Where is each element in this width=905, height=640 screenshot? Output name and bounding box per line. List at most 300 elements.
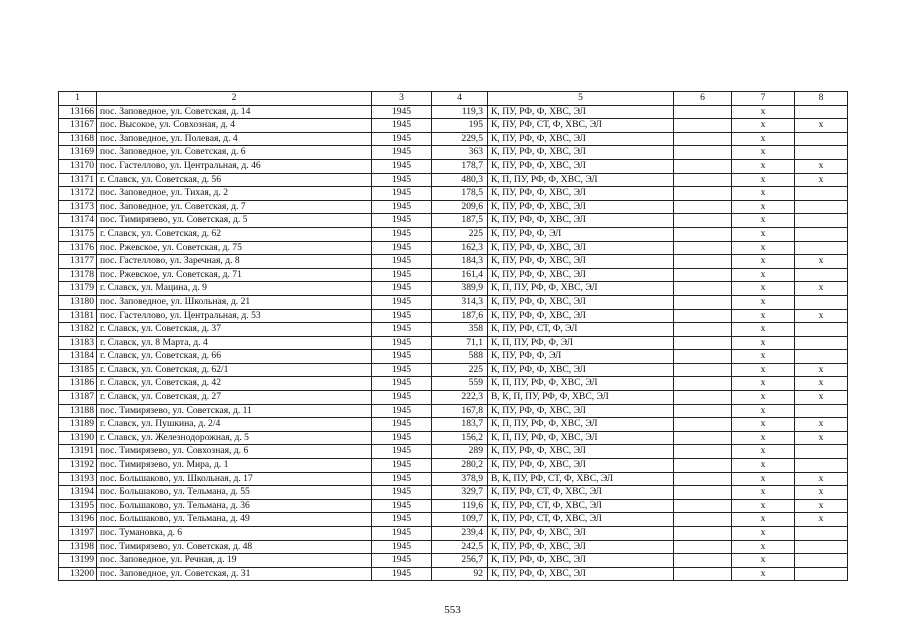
year-cell: 1945: [372, 459, 432, 473]
table-row: [59, 336, 848, 350]
address-cell: пос. Большаково, ул. Школьная, д. 17: [97, 472, 372, 486]
row-number-cell: 13174: [59, 214, 97, 228]
year-cell: 1945: [372, 323, 432, 337]
improvements-cell: К, ПУ, РФ, Ф, ХВС, ЭЛ: [488, 159, 674, 173]
year-cell: 1945: [372, 132, 432, 146]
col-8-mark-cell: х: [795, 282, 848, 296]
col-7-mark-cell: х: [732, 567, 795, 581]
improvements-cell: К, ПУ, РФ, СТ, Ф, ХВС, ЭЛ: [488, 119, 674, 133]
row-number-cell: 13175: [59, 227, 97, 241]
row-number-cell: 13185: [59, 363, 97, 377]
address-cell: пос. Тимирязево, ул. Советская, д. 48: [97, 540, 372, 554]
area-cell: 225: [432, 363, 488, 377]
year-cell: 1945: [372, 255, 432, 269]
col-8-mark-cell: [795, 459, 848, 473]
table-row: [59, 268, 848, 282]
col-6-cell: [674, 363, 732, 377]
area-cell: 195: [432, 119, 488, 133]
row-number-cell: 13195: [59, 499, 97, 513]
row-number-cell: 13166: [59, 105, 97, 119]
table-row: [59, 540, 848, 554]
improvements-cell: К, ПУ, РФ, Ф, ХВС, ЭЛ: [488, 105, 674, 119]
col-8-mark-cell: х: [795, 363, 848, 377]
table-row: [59, 527, 848, 541]
address-cell: г. Славск, ул. Железнодорожная, д. 5: [97, 431, 372, 445]
registry-table-sheet: [58, 91, 847, 581]
table-row: [59, 119, 848, 133]
improvements-cell: К, ПУ, РФ, Ф, ЭЛ: [488, 350, 674, 364]
col-8-mark-cell: [795, 404, 848, 418]
improvements-cell: К, ПУ, РФ, Ф, ХВС, ЭЛ: [488, 459, 674, 473]
year-cell: 1945: [372, 268, 432, 282]
area-cell: 358: [432, 323, 488, 337]
year-cell: 1945: [372, 513, 432, 527]
row-number-cell: 13187: [59, 391, 97, 405]
address-cell: г. Славск, ул. Советская, д. 27: [97, 391, 372, 405]
improvements-cell: К, ПУ, РФ, Ф, ХВС, ЭЛ: [488, 214, 674, 228]
address-cell: пос. Гастеллово, ул. Центральная, д. 46: [97, 159, 372, 173]
area-cell: 161,4: [432, 268, 488, 282]
improvements-cell: К, П, ПУ, РФ, Ф, ЭЛ: [488, 336, 674, 350]
row-number-cell: 13170: [59, 159, 97, 173]
col-7-mark-cell: х: [732, 499, 795, 513]
col-6-cell: [674, 282, 732, 296]
improvements-cell: К, ПУ, РФ, Ф, ХВС, ЭЛ: [488, 554, 674, 568]
table-header-row: [59, 92, 848, 106]
table-row: [59, 295, 848, 309]
area-cell: 187,6: [432, 309, 488, 323]
year-cell: 1945: [372, 336, 432, 350]
year-cell: 1945: [372, 241, 432, 255]
row-number-cell: 13172: [59, 187, 97, 201]
col-7-mark-cell: х: [732, 418, 795, 432]
year-cell: 1945: [372, 159, 432, 173]
col-6-cell: [674, 377, 732, 391]
table-row: [59, 418, 848, 432]
row-number-cell: 13200: [59, 567, 97, 581]
col-6-cell: [674, 241, 732, 255]
year-cell: 1945: [372, 567, 432, 581]
table-row: [59, 445, 848, 459]
area-cell: 229,5: [432, 132, 488, 146]
col-8-mark-cell: [795, 241, 848, 255]
year-cell: 1945: [372, 486, 432, 500]
table-row: [59, 187, 848, 201]
area-cell: 559: [432, 377, 488, 391]
improvements-cell: К, ПУ, РФ, СТ, Ф, ХВС, ЭЛ: [488, 499, 674, 513]
area-cell: 225: [432, 227, 488, 241]
row-number-cell: 13198: [59, 540, 97, 554]
col-7-mark-cell: х: [732, 513, 795, 527]
col-6-cell: [674, 513, 732, 527]
col-7-mark-cell: х: [732, 540, 795, 554]
improvements-cell: К, ПУ, РФ, Ф, ХВС, ЭЛ: [488, 540, 674, 554]
address-cell: пос. Заповедное, ул. Речная, д. 19: [97, 554, 372, 568]
area-cell: 167,8: [432, 404, 488, 418]
address-cell: пос. Тимирязево, ул. Советская, д. 5: [97, 214, 372, 228]
col-6-cell: [674, 336, 732, 350]
year-cell: 1945: [372, 445, 432, 459]
col-8-mark-cell: х: [795, 255, 848, 269]
address-cell: пос. Ржевское, ул. Советская, д. 75: [97, 241, 372, 255]
area-cell: 289: [432, 445, 488, 459]
col-6-cell: [674, 527, 732, 541]
improvements-cell: К, ПУ, РФ, Ф, ХВС, ЭЛ: [488, 187, 674, 201]
col-8-mark-cell: х: [795, 431, 848, 445]
col-7-mark-cell: х: [732, 268, 795, 282]
area-cell: 222,3: [432, 391, 488, 405]
address-cell: пос. Тимирязево, ул. Совхозная, д. 6: [97, 445, 372, 459]
col-8-mark-cell: [795, 214, 848, 228]
address-cell: г. Славск, ул. Советская, д. 56: [97, 173, 372, 187]
area-cell: 178,5: [432, 187, 488, 201]
year-cell: 1945: [372, 295, 432, 309]
year-cell: 1945: [372, 105, 432, 119]
col-7-mark-cell: х: [732, 159, 795, 173]
area-cell: 109,7: [432, 513, 488, 527]
col-6-cell: [674, 187, 732, 201]
row-number-cell: 13169: [59, 146, 97, 160]
area-cell: 156,2: [432, 431, 488, 445]
col-6-cell: [674, 431, 732, 445]
col-7-mark-cell: х: [732, 241, 795, 255]
table-body: [59, 105, 848, 581]
col-6-cell: [674, 567, 732, 581]
column-header-8: 8: [795, 92, 848, 106]
address-cell: г. Славск, ул. Советская, д. 62/1: [97, 363, 372, 377]
area-cell: 363: [432, 146, 488, 160]
address-cell: г. Славск, ул. Советская, д. 42: [97, 377, 372, 391]
col-8-mark-cell: [795, 445, 848, 459]
col-8-mark-cell: [795, 350, 848, 364]
page-number: 553: [444, 604, 461, 616]
year-cell: 1945: [372, 282, 432, 296]
col-6-cell: [674, 146, 732, 160]
row-number-cell: 13190: [59, 431, 97, 445]
col-8-mark-cell: [795, 336, 848, 350]
col-6-cell: [674, 445, 732, 459]
col-7-mark-cell: х: [732, 309, 795, 323]
col-6-cell: [674, 459, 732, 473]
improvements-cell: К, ПУ, РФ, Ф, ХВС, ЭЛ: [488, 146, 674, 160]
col-7-mark-cell: х: [732, 445, 795, 459]
row-number-cell: 13199: [59, 554, 97, 568]
col-6-cell: [674, 499, 732, 513]
year-cell: 1945: [372, 350, 432, 364]
year-cell: 1945: [372, 214, 432, 228]
year-cell: 1945: [372, 540, 432, 554]
year-cell: 1945: [372, 227, 432, 241]
table-row: [59, 431, 848, 445]
address-cell: г. Славск, ул. Советская, д. 37: [97, 323, 372, 337]
col-7-mark-cell: х: [732, 295, 795, 309]
col-8-mark-cell: х: [795, 173, 848, 187]
address-cell: пос. Заповедное, ул. Тихая, д. 2: [97, 187, 372, 201]
col-7-mark-cell: х: [732, 255, 795, 269]
year-cell: 1945: [372, 431, 432, 445]
col-7-mark-cell: х: [732, 431, 795, 445]
year-cell: 1945: [372, 146, 432, 160]
improvements-cell: К, П, ПУ, РФ, Ф, ХВС, ЭЛ: [488, 418, 674, 432]
col-6-cell: [674, 472, 732, 486]
col-6-cell: [674, 119, 732, 133]
address-cell: пос. Заповедное, ул. Полевая, д. 4: [97, 132, 372, 146]
col-8-mark-cell: [795, 567, 848, 581]
row-number-cell: 13194: [59, 486, 97, 500]
improvements-cell: К, ПУ, РФ, СТ, Ф, ЭЛ: [488, 323, 674, 337]
improvements-cell: К, П, ПУ, РФ, Ф, ХВС, ЭЛ: [488, 431, 674, 445]
row-number-cell: 13180: [59, 295, 97, 309]
row-number-cell: 13183: [59, 336, 97, 350]
row-number-cell: 13177: [59, 255, 97, 269]
year-cell: 1945: [372, 377, 432, 391]
col-8-mark-cell: х: [795, 418, 848, 432]
table-row: [59, 323, 848, 337]
year-cell: 1945: [372, 418, 432, 432]
row-number-cell: 13184: [59, 350, 97, 364]
table-row: [59, 499, 848, 513]
col-6-cell: [674, 391, 732, 405]
col-6-cell: [674, 173, 732, 187]
address-cell: пос. Тимирязево, ул. Мира, д. 1: [97, 459, 372, 473]
address-cell: пос. Большаково, ул. Тельмана, д. 49: [97, 513, 372, 527]
col-8-mark-cell: х: [795, 159, 848, 173]
area-cell: 280,2: [432, 459, 488, 473]
column-header-3: 3: [372, 92, 432, 106]
table-row: [59, 214, 848, 228]
row-number-cell: 13193: [59, 472, 97, 486]
address-cell: пос. Заповедное, ул. Советская, д. 7: [97, 200, 372, 214]
col-6-cell: [674, 323, 732, 337]
address-cell: пос. Большаково, ул. Тельмана, д. 36: [97, 499, 372, 513]
table-row: [59, 377, 848, 391]
column-header-1: 1: [59, 92, 97, 106]
area-cell: 92: [432, 567, 488, 581]
year-cell: 1945: [372, 404, 432, 418]
col-7-mark-cell: х: [732, 105, 795, 119]
col-8-mark-cell: х: [795, 119, 848, 133]
col-8-mark-cell: х: [795, 513, 848, 527]
year-cell: 1945: [372, 499, 432, 513]
improvements-cell: К, П, ПУ, РФ, Ф, ХВС, ЭЛ: [488, 173, 674, 187]
row-number-cell: 13192: [59, 459, 97, 473]
row-number-cell: 13178: [59, 268, 97, 282]
row-number-cell: 13168: [59, 132, 97, 146]
area-cell: 256,7: [432, 554, 488, 568]
area-cell: 389,9: [432, 282, 488, 296]
address-cell: пос. Заповедное, ул. Советская, д. 31: [97, 567, 372, 581]
area-cell: 119,6: [432, 499, 488, 513]
col-6-cell: [674, 268, 732, 282]
row-number-cell: 13188: [59, 404, 97, 418]
year-cell: 1945: [372, 472, 432, 486]
col-6-cell: [674, 295, 732, 309]
year-cell: 1945: [372, 187, 432, 201]
address-cell: пос. Заповедное, ул. Советская, д. 6: [97, 146, 372, 160]
col-7-mark-cell: х: [732, 486, 795, 500]
area-cell: 178,7: [432, 159, 488, 173]
address-cell: пос. Тумановка, д. 6: [97, 527, 372, 541]
col-8-mark-cell: [795, 323, 848, 337]
address-cell: г. Славск, ул. Пушкина, д. 2/4: [97, 418, 372, 432]
address-cell: г. Славск, ул. Мацина, д. 9: [97, 282, 372, 296]
row-number-cell: 13189: [59, 418, 97, 432]
col-6-cell: [674, 214, 732, 228]
table-row: [59, 404, 848, 418]
col-8-mark-cell: х: [795, 377, 848, 391]
col-8-mark-cell: х: [795, 486, 848, 500]
row-number-cell: 13197: [59, 527, 97, 541]
improvements-cell: К, ПУ, РФ, Ф, ХВС, ЭЛ: [488, 404, 674, 418]
year-cell: 1945: [372, 527, 432, 541]
table-row: [59, 200, 848, 214]
improvements-cell: К, ПУ, РФ, Ф, ХВС, ЭЛ: [488, 268, 674, 282]
improvements-cell: К, ПУ, РФ, Ф, ХВС, ЭЛ: [488, 200, 674, 214]
col-7-mark-cell: х: [732, 282, 795, 296]
col-8-mark-cell: [795, 187, 848, 201]
table-row: [59, 309, 848, 323]
col-7-mark-cell: х: [732, 350, 795, 364]
col-6-cell: [674, 159, 732, 173]
col-7-mark-cell: х: [732, 323, 795, 337]
col-6-cell: [674, 486, 732, 500]
improvements-cell: К, ПУ, РФ, Ф, ХВС, ЭЛ: [488, 527, 674, 541]
col-7-mark-cell: х: [732, 391, 795, 405]
col-7-mark-cell: х: [732, 187, 795, 201]
col-7-mark-cell: х: [732, 404, 795, 418]
col-7-mark-cell: х: [732, 132, 795, 146]
column-header-7: 7: [732, 92, 795, 106]
col-6-cell: [674, 255, 732, 269]
col-8-mark-cell: х: [795, 309, 848, 323]
column-header-2: 2: [97, 92, 372, 106]
improvements-cell: К, П, ПУ, РФ, Ф, ХВС, ЭЛ: [488, 377, 674, 391]
table-row: [59, 255, 848, 269]
row-number-cell: 13173: [59, 200, 97, 214]
col-8-mark-cell: [795, 295, 848, 309]
column-header-5: 5: [488, 92, 674, 106]
address-cell: г. Славск, ул. Советская, д. 66: [97, 350, 372, 364]
table-row: [59, 554, 848, 568]
column-header-6: 6: [674, 92, 732, 106]
area-cell: 239,4: [432, 527, 488, 541]
col-8-mark-cell: [795, 146, 848, 160]
col-8-mark-cell: х: [795, 391, 848, 405]
col-7-mark-cell: х: [732, 377, 795, 391]
improvements-cell: К, П, ПУ, РФ, Ф, ХВС, ЭЛ: [488, 282, 674, 296]
address-cell: пос. Большаково, ул. Тельмана, д. 55: [97, 486, 372, 500]
area-cell: 162,3: [432, 241, 488, 255]
improvements-cell: К, ПУ, РФ, Ф, ХВС, ЭЛ: [488, 445, 674, 459]
col-8-mark-cell: [795, 554, 848, 568]
address-cell: пос. Ржевское, ул. Советская, д. 71: [97, 268, 372, 282]
row-number-cell: 13171: [59, 173, 97, 187]
col-8-mark-cell: х: [795, 472, 848, 486]
table-row: [59, 486, 848, 500]
table-row: [59, 159, 848, 173]
col-8-mark-cell: х: [795, 499, 848, 513]
col-7-mark-cell: х: [732, 214, 795, 228]
table-row: [59, 459, 848, 473]
table-row: [59, 350, 848, 364]
area-cell: 588: [432, 350, 488, 364]
improvements-cell: К, ПУ, РФ, Ф, ХВС, ЭЛ: [488, 241, 674, 255]
address-cell: г. Славск, ул. Советская, д. 62: [97, 227, 372, 241]
improvements-cell: К, ПУ, РФ, Ф, ХВС, ЭЛ: [488, 567, 674, 581]
row-number-cell: 13179: [59, 282, 97, 296]
improvements-cell: В, К, П, ПУ, РФ, Ф, ХВС, ЭЛ: [488, 391, 674, 405]
col-6-cell: [674, 418, 732, 432]
improvements-cell: К, ПУ, РФ, Ф, ХВС, ЭЛ: [488, 309, 674, 323]
table-row: [59, 567, 848, 581]
address-cell: пос. Высокое, ул. Совхозная, д. 4: [97, 119, 372, 133]
col-7-mark-cell: х: [732, 200, 795, 214]
year-cell: 1945: [372, 554, 432, 568]
address-cell: пос. Тимирязево, ул. Советская, д. 11: [97, 404, 372, 418]
registry-table: [58, 91, 848, 581]
col-7-mark-cell: х: [732, 173, 795, 187]
col-8-mark-cell: [795, 105, 848, 119]
table-row: [59, 282, 848, 296]
col-6-cell: [674, 200, 732, 214]
col-6-cell: [674, 404, 732, 418]
improvements-cell: К, ПУ, РФ, Ф, ХВС, ЭЛ: [488, 255, 674, 269]
address-cell: пос. Заповедное, ул. Советская, д. 14: [97, 105, 372, 119]
address-cell: г. Славск, ул. 8 Марта, д. 4: [97, 336, 372, 350]
col-8-mark-cell: [795, 227, 848, 241]
area-cell: 314,3: [432, 295, 488, 309]
row-number-cell: 13191: [59, 445, 97, 459]
address-cell: пос. Гастеллово, ул. Центральная, д. 53: [97, 309, 372, 323]
table-row: [59, 472, 848, 486]
col-6-cell: [674, 540, 732, 554]
col-6-cell: [674, 309, 732, 323]
col-7-mark-cell: х: [732, 119, 795, 133]
col-8-mark-cell: [795, 527, 848, 541]
address-cell: пос. Гастеллово, ул. Заречная, д. 8: [97, 255, 372, 269]
year-cell: 1945: [372, 200, 432, 214]
area-cell: 184,3: [432, 255, 488, 269]
col-7-mark-cell: х: [732, 227, 795, 241]
table-row: [59, 146, 848, 160]
col-7-mark-cell: х: [732, 336, 795, 350]
col-6-cell: [674, 105, 732, 119]
col-8-mark-cell: [795, 268, 848, 282]
improvements-cell: К, ПУ, РФ, СТ, Ф, ХВС, ЭЛ: [488, 486, 674, 500]
col-8-mark-cell: [795, 540, 848, 554]
area-cell: 378,9: [432, 472, 488, 486]
year-cell: 1945: [372, 391, 432, 405]
column-header-4: 4: [432, 92, 488, 106]
improvements-cell: К, ПУ, РФ, СТ, Ф, ХВС, ЭЛ: [488, 513, 674, 527]
row-number-cell: 13182: [59, 323, 97, 337]
table-row: [59, 513, 848, 527]
area-cell: 329,7: [432, 486, 488, 500]
improvements-cell: К, ПУ, РФ, Ф, ЭЛ: [488, 227, 674, 241]
table-row: [59, 132, 848, 146]
col-7-mark-cell: х: [732, 527, 795, 541]
col-6-cell: [674, 554, 732, 568]
col-6-cell: [674, 132, 732, 146]
area-cell: 187,5: [432, 214, 488, 228]
row-number-cell: 13167: [59, 119, 97, 133]
year-cell: 1945: [372, 173, 432, 187]
row-number-cell: 13196: [59, 513, 97, 527]
improvements-cell: К, ПУ, РФ, Ф, ХВС, ЭЛ: [488, 132, 674, 146]
col-8-mark-cell: [795, 200, 848, 214]
table-row: [59, 227, 848, 241]
area-cell: 209,6: [432, 200, 488, 214]
